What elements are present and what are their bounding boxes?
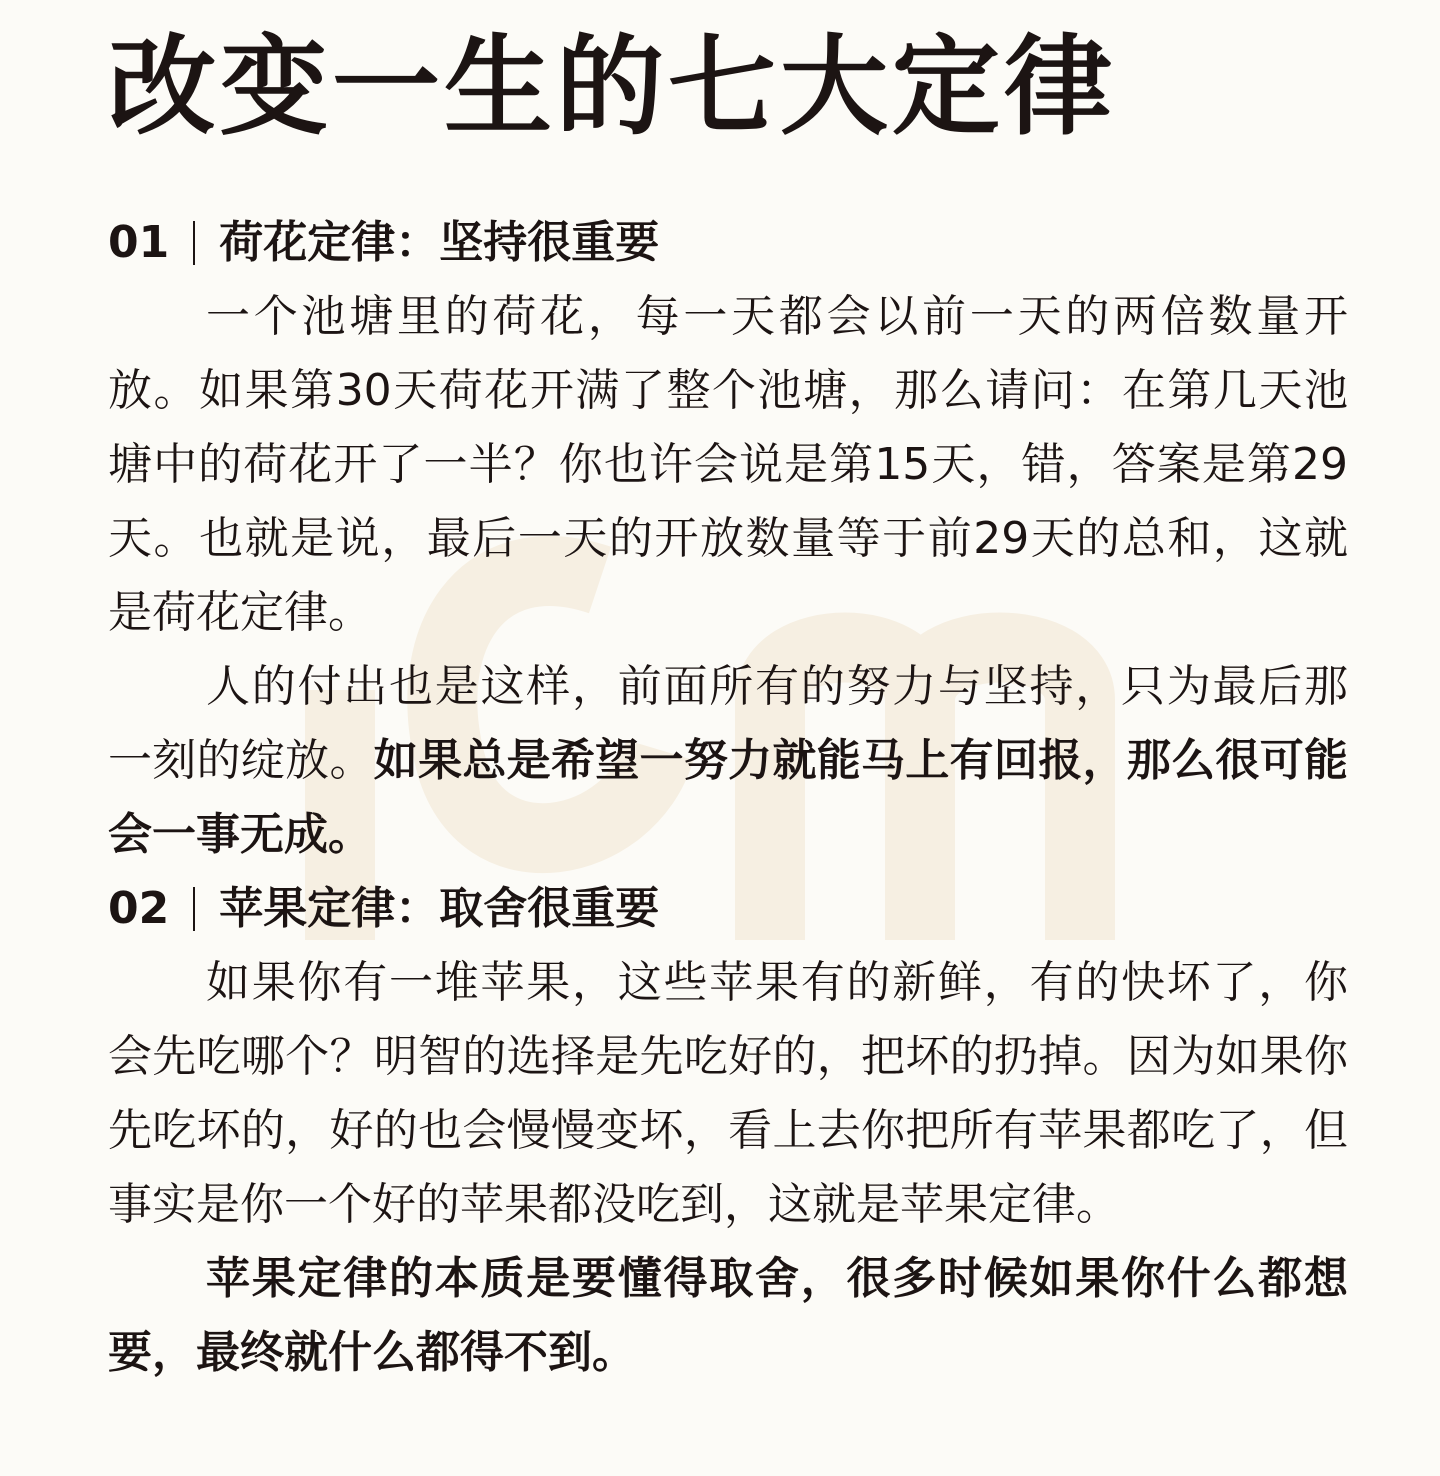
paragraph-text: 人的付出也是这样，前面所有的努力与坚持，只为最后那一刻的绽放。 [108,661,1348,786]
section-02-paragraph-1: 如果你有一堆苹果，这些苹果有的新鲜，有的快坏了，你会先吃哪个？明智的选择是先吃好的，把坏的扔掉。因为如果你先吃坏的，好的也会慢慢变坏，看上去你把所有苹果都吃了，但事实是你一个好的苹果都没吃到，这就是苹果定律。 [108,957,1348,1230]
section-01-paragraph-2 [108,650,1348,872]
section-header-01 [108,206,1350,280]
section-number: 01 [108,217,170,268]
section-heading: 苹果定律：取舍很重要 [219,883,660,934]
section-divider [193,887,195,931]
section-01-paragraph-1: 一个池塘里的荷花，每一天都会以前一天的两倍数量开放。如果第30天荷花开满了整个池塘，那么请问：在第几天池塘中的荷花开了一半？你也许会说是第15天，错，答案是第29天。也就是说，最后一天的开放数量等于前29天的总和，这就是荷花定律。 [108,291,1348,638]
section-divider [193,221,195,265]
page-title: 改变一生的七大定律 [108,25,1117,150]
section-02-paragraph-2: 苹果定律的本质是要懂得取舍，很多时候如果你什么都想要，最终就什么都得不到。 [108,1253,1348,1378]
section-header-02 [108,872,1350,946]
emphasis-text: 如果总是希望一努力就能马上有回报，那么很可能会一事无成。 [108,735,1349,860]
section-heading: 荷花定律：坚持很重要 [219,217,660,268]
section-number: 02 [108,883,170,934]
